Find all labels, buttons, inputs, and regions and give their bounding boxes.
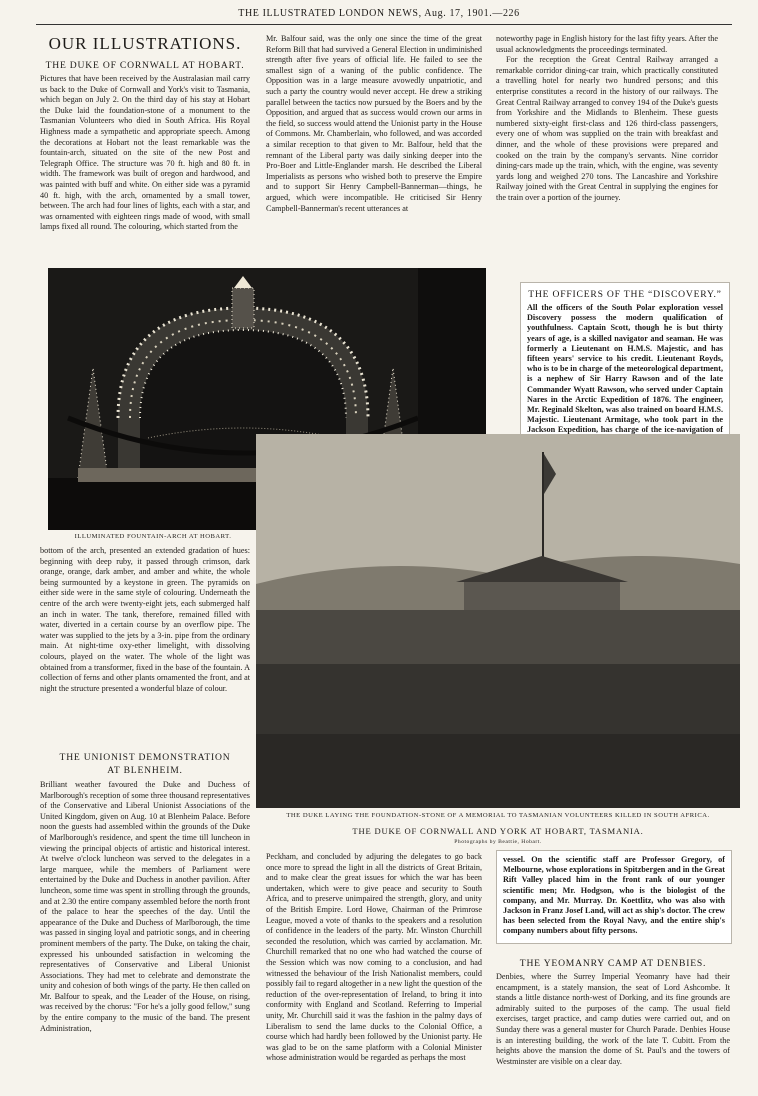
railway-paragraph: For the reception the Great Central Railway arranged a remarkable corridor dining-car train, which practically constituted a travelling hotel for nearly two hundred persons; and this enterprise constitutes a record in the history of our railways. The Great Central Railway arranged to convey 194 of the Duke's guests from Yorkshire and the Midlands to Blenheim. These guests numbered sixty-eight first-class and 126 third-class passengers, every one of whom was supplied on the train with breakfast and dinner, and the whole of these provisions were prepared and cooked on the train by the company's servants. Nine corridor dining-cars made up the train, which, with the engine, was seventy yards long and weighed 270 tons. The Lancashire and Yorkshire Railway joined with the Great Central in supplying the engines for the train over a portion of the journey.	[496, 55, 718, 202]
unionist-article-part2	[266, 34, 482, 272]
cornwall-article-part2	[40, 546, 250, 742]
discovery-article-title: THE OFFICERS OF THE “DISCOVERY.”	[528, 289, 722, 300]
unionist-article-title-line2: AT BLENHEIM.	[107, 765, 183, 776]
page-header: THE ILLUSTRATED LONDON NEWS, Aug. 17, 1901.—226	[238, 8, 520, 19]
unionist-paragraph-continued: Mr. Balfour said, was the only one since the time of the great Reform Bill that had survived a General Election in undiminished strength after five years of official life. He failed to see the smallest sign of a waning of the public confidence. The Opposition was in a large measure avowedly unpatriotic, and such a party the country would never accept. He drew a striking parallel between the tactics now pursued by the Boers and by the Opposition, and argued that as success would crown our arms in the field, so success would attend the Unionist party in the House of Commons. Mr. Chamberlain, who followed, and was accorded a similar reception to that given to Mr. Balfour, held that the remnant of the Liberal party was daily sinking deeper into the Pro-Boer and Little-Englander marsh. He described the Liberal Imperialists as persons who wished both to preserve the Empire and to support Sir Henry Campbell-Bannerman—things, he argued, which were incompatible. He criticised Sir Henry Campbell-Bannerman's recent utterances at	[266, 34, 482, 213]
main-caption: THE DUKE OF CORNWALL AND YORK AT HOBART, TASMANIA.	[352, 826, 644, 836]
yeomanry-article-title: THE YEOMANRY CAMP AT DENBIES.	[519, 958, 707, 969]
yeomanry-article-body	[496, 972, 730, 1088]
discovery-box-bottom	[496, 850, 732, 944]
discovery-paragraph-continued: vessel. On the scientific staff are Professor Gregory, of Melbourne, whose explorations in Spitzbergen and in the Great Rift Valley placed him in the front rank of our younger scientific men; Mr. Hodgson, who is the biologist of the company, and Mr. Murray. Dr. Koettlitz, who was also with Jackson in Franz Josef Land, will act as ship's doctor. The crew has been selected from the Royal Navy, and the entire ship's company numbers about fifty persons.	[503, 855, 725, 936]
ceremony-photo	[256, 434, 740, 808]
photo-credit: Photographs by Beattie, Hobart.	[454, 839, 542, 845]
unionist-article-part1	[40, 780, 250, 1088]
section-title: OUR ILLUSTRATIONS.	[48, 34, 242, 53]
unionist-paragraph-1: Brilliant weather favoured the Duke and Duchess of Marlborough's reception of some three thousand representatives of the Conservative and Liberal Unionist Associations of the United Kingdom, given on Aug. 10 at Blenheim Palace. Before noon the guests had assembled within the grounds of the Duke of Marlborough's residence, and spent the time till luncheon in viewing the principal objects of artistic and historical interest. At twelve o'clock luncheon was served to the delegates in a large marquee, while the members of Parliament were entertained by the Duke and Duchess in another pavilion. After luncheon, some time was spent in strolling through the grounds, and at 2.30 the entire company assembled before the north front of the palace to hear the speeches of the day. Until the appearance of the Duke and Duchess of Marlborough, the time was passed in singing loyal and patriotic songs, and in cheering prominent members of the party. The Duke, on taking the chair, expressed his unbounded satisfaction in welcoming the representatives of Conservative and Liberal Unionist Associations. They had met to celebrate and demonstrate the unity and cohesion of both wings of the party. He then called on Mr. Balfour to speak, and the Leader of the House, on rising, was received by the chorus: "For he's a jolly good fellow," sung by the entire company to the music of the band. The present Administration,	[40, 780, 250, 1033]
ceremony-illustration	[256, 434, 740, 808]
cornwall-article-part1	[40, 74, 250, 274]
fountain-caption: ILLUMINATED FOUNTAIN-ARCH AT HOBART.	[74, 533, 232, 540]
discovery-article-part2	[503, 855, 725, 939]
unionist-paragraph-cont-2: Peckham, and concluded by adjuring the delegates to go back once more to spread the light in all the districts of Great Britain, and to make clear the great issues for which the war has been undertaken, which were to give peace and security to South Africa, and to preserve unimpaired the strength, glory, and unity of the British Empire. Lord Howe, Chairman of the Primrose League, moved a vote of thanks to the speakers and a resolution of confidence in the leaders of the party. Mr. Winston Churchill seconded the resolution, which was carried by acclamation. Mr. Churchill remarked that no one who had watched the course of the Session which was now coming to a conclusion, and had witnessed the behaviour of the Irish Nationalist members, could possibly fail to regard altogether in a new light the question of the reduction of the over-representation of Ireland, to bring it into conformity with England and Scotland. Referring to Imperial unity, Mr. Churchill said it was the fashion in the palmy days of Liberalism to send the lame ducks to the Colonial Office, a course which had hardly been followed by the Unionist party. He was glad to be on the same platform with a Colonial Minister whose administration would be regarded as perhaps the most	[266, 852, 482, 1063]
cornwall-article-title: THE DUKE OF CORNWALL AT HOBART.	[45, 60, 245, 71]
cornwall-paragraph-1: Pictures that have been received by the Australasian mail carry us back to the Duke of Cornwall and York's visit to Tasmania, which began on July 2. On the third day of his stay at Hobart the Duke laid the foundation-stone of a monument to the Tasmanian Volunteers who died in South Africa. His Royal Highness made a sympathetic and appropriate speech. Among the decorations at Hobart not the least remarkable was the fountain-arch, situated on the site of the new Post and Telegraph Office. The structure was 70 ft. high and 80 ft. in width. The framework was built of oregon and hardwood, and was painted with buff and white. On either side was a pyramid 40 ft. high, with the arch, ornamented by a small tower, between. The arch had four lines of lights, each with a star, and was ornamented with eighteen rings made of wood, with small lamps fixed all round. The colouring, which started from the	[40, 74, 250, 232]
yeomanry-paragraph: Denbies, where the Surrey Imperial Yeomanry have had their encampment, is a stately mansion, the seat of Lord Ashcombe. It stands a little distance north-west of Dorking, and its fine grounds are admirably suited to the purposes of the camp. The usual field exercises, target practice, and camp duties were carried out, and on Sunday there was a general muster for Church Parade. Denbies House is an interesting building, the work of the late T. Cubitt. From the heights above the mansion the dome of St. Paul's and the towers of Westminster are visible on a clear day.	[496, 972, 730, 1066]
cornwall-paragraph-continued: bottom of the arch, presented an extended gradation of hues: beginning with deep ruby, it passed through crimson, dark orange, orange, dark amber, and amber and white, the whole being surmounted by a keystone in green. The pyramids on either side were in the same style of colouring. Underneath the centre of the arch were twenty-eight jets, each submerged half an inch in water. The tank, therefore, remained filled with water, diverted in a certain course by an overflow pipe. The water was supplied to the jets by a 3-in. pipe from the ordinary main. At night-time oxy-ether limelight, with dissolving colours, played on the water. The whole of the light was obtained from a transformer, fixed in the base of the fountain. A collection of ferns and other plants ornamented the front, and at night the structure presented a wonderful blaze of colour.	[40, 546, 250, 693]
ceremony-caption: THE DUKE LAYING THE FOUNDATION-STONE OF A MEMORIAL TO TASMANIAN VOLUNTEERS KILLED IN SOUTH AFRICA.	[286, 812, 710, 819]
header-rule	[36, 24, 732, 25]
unionist-article-part3	[266, 852, 482, 1090]
discovery-paragraph-1: All the officers of the South Polar exploration vessel Discovery possess the modern qualification of youthfulness. Captain Scott, though he is but thirty years of age, is a skilled navigator and seaman. He was formerly a Lieutenant on H.M.S. Majestic, and has fifteen years' service to his credit. Lieutenant Royds, who is to be in charge of the meteorological department, is a nephew of Sir Harry Rawson and of the late Commander Wyatt Rawson, who served under Captain Nares in the Arctic Expedition of 1876. The engineer, Mr. Reginald Skelton, was also trained on board H.M.S. Majestic. Lieutenant Armitage, who took part in the Jackson Expedition, has charge of the ice-navigation of	[527, 303, 723, 435]
unionist-article-part4	[496, 34, 718, 272]
unionist-paragraph-end: noteworthy page in English history for the last fifty years. After the usual acknowledgments the proceedings terminated.	[496, 34, 718, 54]
unionist-article-title-line1: THE UNIONIST DEMONSTRATION	[59, 752, 231, 763]
